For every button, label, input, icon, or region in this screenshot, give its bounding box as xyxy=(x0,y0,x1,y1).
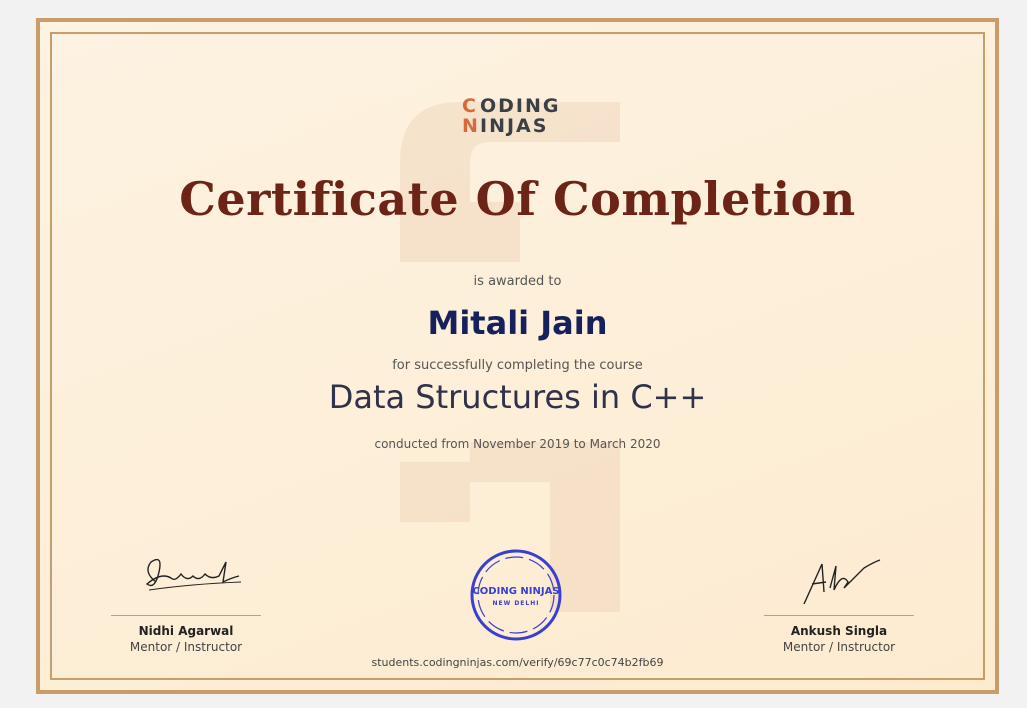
svg-text:INJAS: INJAS xyxy=(480,115,549,136)
signature-line-right xyxy=(764,615,914,616)
recipient-name: Mitali Jain xyxy=(427,304,608,342)
conducted-dates: conducted from November 2019 to March 2020 xyxy=(374,437,661,451)
signature-line-left xyxy=(111,615,261,616)
signature-ankush-icon xyxy=(764,542,914,612)
signatory-name-left: Nidhi Agarwal xyxy=(138,624,234,638)
svg-text:ODING: ODING xyxy=(480,95,561,117)
svg-text:N: N xyxy=(462,115,478,136)
signature-block-left xyxy=(111,542,261,654)
verify-url[interactable]: students.codingninjas.com/verify/69c77c0c74b2fb69 xyxy=(371,656,664,669)
coding-ninjas-seal-icon xyxy=(468,547,564,643)
svg-text:C: C xyxy=(462,95,476,117)
certificate-title: Certificate Of Completion xyxy=(179,172,856,226)
certificate xyxy=(36,18,999,694)
seal-title: CODING NINJAS xyxy=(472,586,560,597)
coding-ninjas-logo-icon xyxy=(460,92,590,136)
awarded-text: is awarded to xyxy=(473,274,562,289)
seal-subtitle: NEW DELHI xyxy=(492,600,540,607)
signature-block-right xyxy=(764,542,914,654)
course-name: Data Structures in C++ xyxy=(328,378,707,416)
signatory-name-right: Ankush Singla xyxy=(790,624,888,638)
signatory-role-right: Mentor / Instructor xyxy=(782,640,896,654)
signature-nidhi-icon xyxy=(111,542,261,612)
completion-text: for successfully completing the course xyxy=(392,358,643,373)
signatory-role-left: Mentor / Instructor xyxy=(129,640,243,654)
